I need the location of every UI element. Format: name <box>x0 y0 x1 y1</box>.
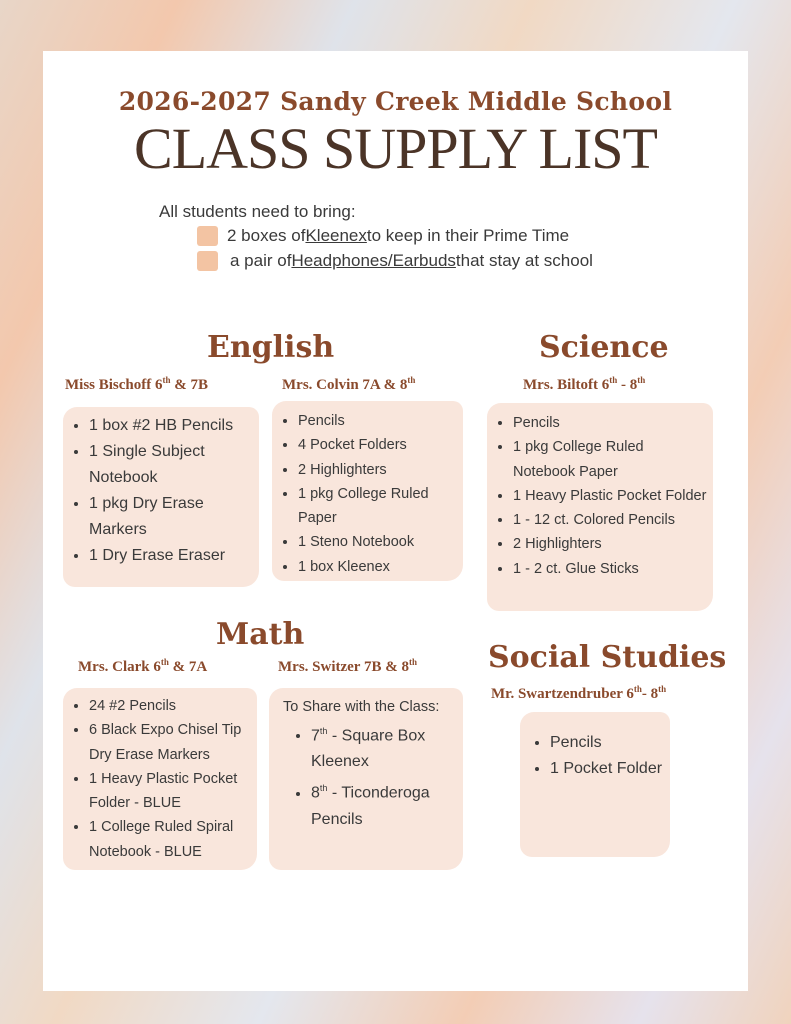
teacher-sup: th <box>658 684 667 694</box>
teacher-sup: th <box>160 657 169 667</box>
card-swartzendruber <box>520 712 670 857</box>
teacher-clark <box>78 657 207 676</box>
list-item: • 1 box #2 HB Pencils <box>89 413 253 439</box>
supply-list-biltoft <box>487 411 707 581</box>
checkbox-icon <box>197 226 218 246</box>
teacher-name: Miss Bischoff 6 <box>65 377 163 393</box>
teacher-swartzendruber <box>491 684 666 703</box>
supply-list-page <box>43 51 748 991</box>
teacher-sup: th <box>609 375 618 385</box>
checkbox-icon <box>197 251 218 271</box>
intro-item-headphones <box>197 251 593 271</box>
kleenex-text: Kleenex <box>305 226 367 245</box>
teacher-sup: th <box>407 375 416 385</box>
list-item: • 1 Heavy Plastic Pocket Folder - BLUE <box>89 767 253 816</box>
intro-item-text: that stay at school <box>455 251 593 270</box>
list-item: • 2 Highlighters <box>298 458 457 482</box>
list-item: • 1 box Kleenex <box>298 555 457 579</box>
list-item: • 1 College Ruled Spiral Notebook - BLUE <box>89 815 253 864</box>
supply-list-bischoff <box>63 413 253 569</box>
teacher-name: Mrs. Biltoft 6 <box>523 377 610 393</box>
intro-item-text: a pair of <box>230 251 292 270</box>
list-item: • 4 Pocket Folders <box>298 433 457 457</box>
teacher-name: Mrs. Clark 6 <box>78 659 161 675</box>
grade-sup: th <box>319 726 328 736</box>
item-text: - Ticonderoga Pencils <box>311 784 430 828</box>
card-biltoft <box>487 403 713 611</box>
card-switzer <box>269 688 463 870</box>
card-colvin <box>272 401 463 581</box>
list-item: • 6 Black Expo Chisel Tip Dry Erase Markers <box>89 718 253 767</box>
supply-list-switzer <box>283 718 455 833</box>
intro-item-text: 2 boxes of <box>227 226 306 245</box>
card-bischoff <box>63 407 259 587</box>
science-heading: Science <box>539 330 669 365</box>
math-heading: Math <box>216 617 305 652</box>
list-item: • 1 Steno Notebook <box>298 530 457 554</box>
teacher-name: & 7A <box>168 659 208 675</box>
list-item <box>311 718 455 775</box>
year-school-title: 2026-2027 Sandy Creek Middle School <box>118 87 673 116</box>
supply-list-colvin <box>272 409 457 579</box>
intro-section <box>159 202 593 271</box>
teacher-switzer <box>278 657 417 676</box>
teacher-name: Mrs. Colvin 7A & 8 <box>282 377 408 393</box>
teacher-name: & 7B <box>170 377 209 393</box>
page-title: CLASS SUPPLY LIST <box>134 116 657 181</box>
teacher-name: - 8 <box>641 686 659 702</box>
grade-sup: th <box>319 783 328 794</box>
list-item: • Pencils <box>298 409 457 433</box>
teacher-sup: th <box>637 375 646 385</box>
list-item: • 24 #2 Pencils <box>89 694 253 718</box>
item-text: - Square Box Kleenex <box>311 727 426 771</box>
supply-list-swartzendruber <box>520 730 666 782</box>
list-item: • 1 - 12 ct. Colored Pencils <box>513 508 707 532</box>
teacher-bischoff <box>65 375 208 394</box>
list-item: • 1 Pocket Folder <box>550 756 666 782</box>
intro-item-text: to keep in their Prime Time <box>366 226 570 245</box>
list-item: • 1 pkg College Ruled Notebook Paper <box>513 435 707 484</box>
list-item: • 2 Highlighters <box>513 532 707 556</box>
grade-number: 8 <box>311 784 320 802</box>
social-studies-heading: Social Studies <box>488 640 727 675</box>
list-item: • 1 Single Subject Notebook <box>89 439 253 491</box>
list-item: • Pencils <box>550 730 666 756</box>
teacher-name: - 8 <box>617 377 638 393</box>
list-item <box>311 775 455 832</box>
teacher-sup: th <box>162 375 171 385</box>
teacher-sup: th <box>408 657 417 667</box>
list-item: • 1 Heavy Plastic Pocket Folder <box>513 484 707 508</box>
intro-lead: All students need to bring: <box>159 202 356 221</box>
list-item: • 1 pkg College Ruled Paper <box>298 482 457 531</box>
teacher-name: Mr. Swartzendruber 6 <box>491 686 634 702</box>
teacher-biltoft <box>523 375 645 394</box>
teacher-sup: th <box>633 684 642 694</box>
grade-number: 7 <box>311 727 320 745</box>
list-item: • Pencils <box>513 411 707 435</box>
intro-item-kleenex <box>197 226 593 246</box>
supply-list-clark <box>63 694 253 864</box>
english-heading: English <box>207 330 335 365</box>
share-label: To Share with the Class: <box>283 699 440 715</box>
card-clark <box>63 688 257 870</box>
list-item: • 1 pkg Dry Erase Markers <box>89 491 253 543</box>
headphones-text: Headphones/Earbuds <box>291 251 456 270</box>
teacher-name: Mrs. Switzer 7B & 8 <box>278 659 409 675</box>
list-item: • 1 - 2 ct. Glue Sticks <box>513 557 707 581</box>
list-item: • 1 Dry Erase Eraser <box>89 543 253 569</box>
teacher-colvin <box>282 375 415 394</box>
